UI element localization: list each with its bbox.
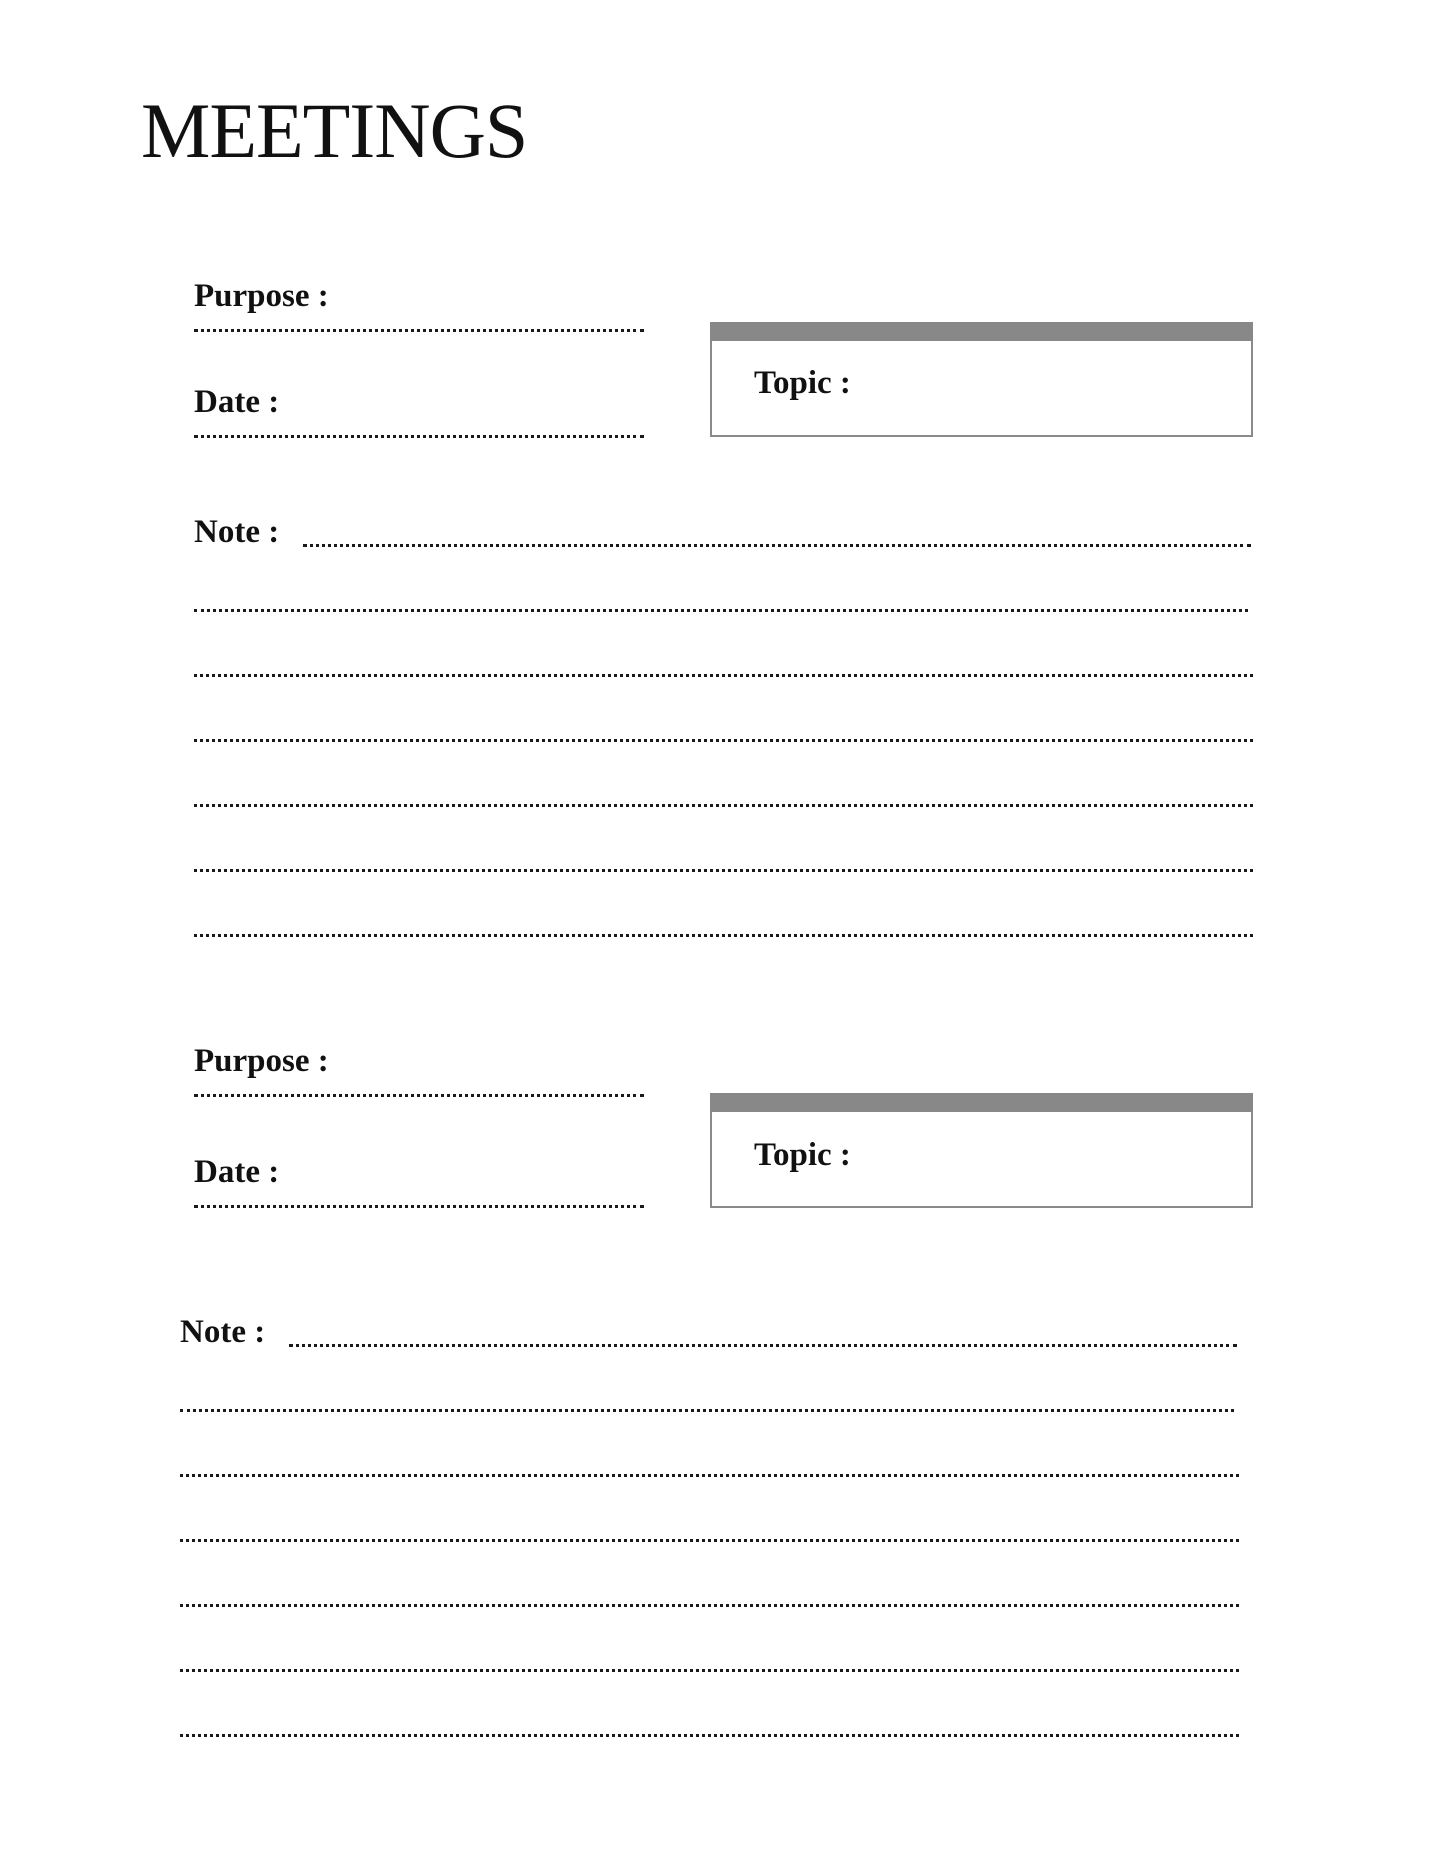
- note-label: Note :: [180, 1314, 266, 1350]
- note-line-1[interactable]: [289, 1344, 1237, 1347]
- note-line-3[interactable]: [180, 1474, 1239, 1477]
- page-title: MEETINGS: [141, 87, 528, 174]
- note-line-3[interactable]: [194, 674, 1253, 677]
- note-label: Note :: [194, 514, 280, 550]
- note-line-2[interactable]: [180, 1409, 1234, 1412]
- purpose-field[interactable]: [194, 1094, 644, 1097]
- purpose-label: Purpose :: [194, 1043, 329, 1079]
- note-line-5[interactable]: [180, 1604, 1239, 1607]
- topic-label: Topic :: [754, 1137, 851, 1173]
- note-line-7[interactable]: [180, 1734, 1239, 1737]
- note-line-7[interactable]: [194, 934, 1253, 937]
- date-label: Date :: [194, 1154, 280, 1190]
- date-field[interactable]: [194, 1205, 644, 1208]
- note-line-6[interactable]: [194, 869, 1253, 872]
- date-label: Date :: [194, 384, 280, 420]
- note-line-6[interactable]: [180, 1669, 1239, 1672]
- topic-header-bar: [710, 1093, 1253, 1112]
- note-line-5[interactable]: [194, 804, 1253, 807]
- note-line-4[interactable]: [194, 739, 1253, 742]
- topic-box[interactable]: [710, 1093, 1253, 1208]
- note-line-4[interactable]: [180, 1539, 1239, 1542]
- purpose-label: Purpose :: [194, 278, 329, 314]
- topic-label: Topic :: [754, 365, 851, 401]
